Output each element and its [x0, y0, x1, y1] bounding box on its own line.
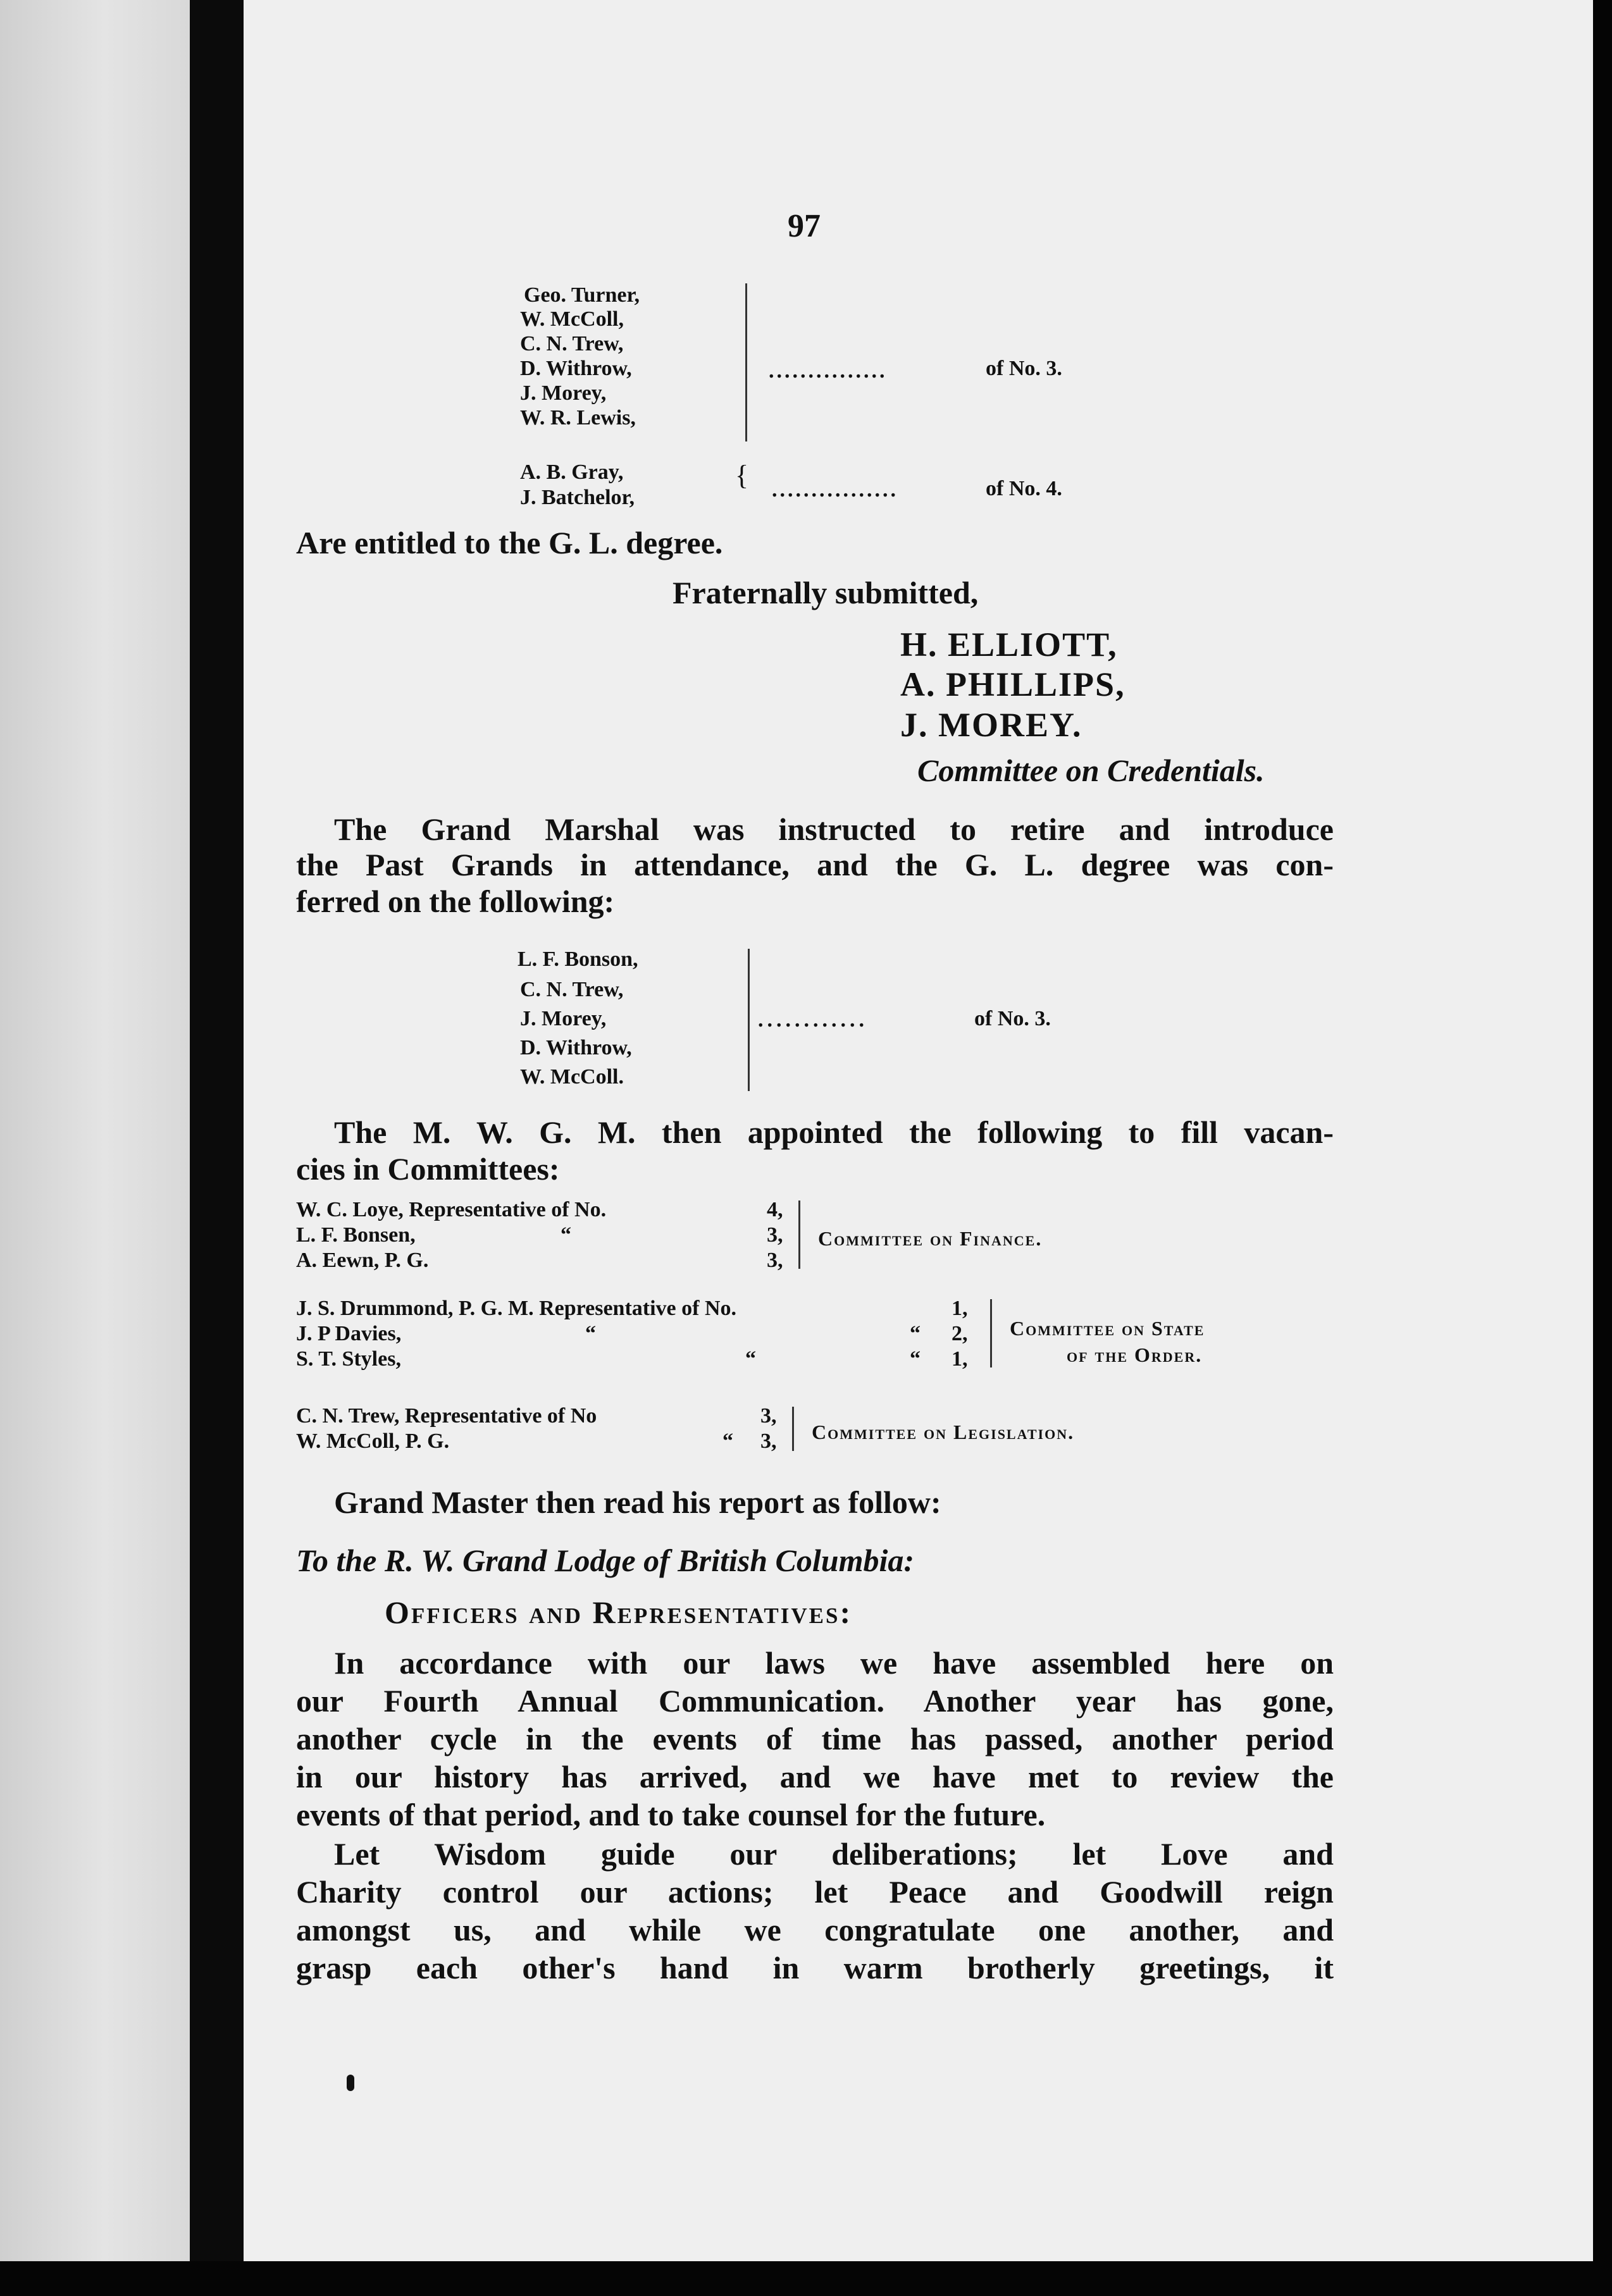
paragraph-line: our Fourth Annual Communication. Another year has gone,	[296, 1683, 1334, 1719]
member-name: W. McColl, P. G.	[296, 1429, 450, 1453]
list-item: W. R. Lewis,	[520, 406, 636, 429]
facing-page-edge	[0, 0, 190, 2296]
brace	[990, 1299, 992, 1367]
paragraph-line: in our history has arrived, and we have met to review the	[296, 1759, 1334, 1794]
dot-leader: ................	[772, 478, 898, 502]
lodge-number: 2,	[952, 1322, 968, 1345]
list-item: L. F. Bonson,	[518, 947, 638, 971]
list-item: D. Withrow,	[520, 1036, 632, 1059]
committee-name: Committee on State	[1010, 1317, 1205, 1340]
list-item: C. N. Trew,	[520, 978, 624, 1001]
lodge-number: 3,	[760, 1404, 777, 1428]
closing-text: Fraternally submitted,	[673, 575, 979, 610]
signatory-name: J. MOREY.	[900, 706, 1082, 744]
ditto-mark: “	[910, 1347, 921, 1371]
scan-border-right	[1593, 0, 1612, 2296]
list-item: J. Batchelor,	[520, 486, 635, 509]
brace	[798, 1200, 800, 1269]
lodge-number: 3,	[767, 1249, 783, 1272]
list-item: C. N. Trew,	[520, 332, 624, 355]
paragraph-line: Let Wisdom guide our deliberations; let Love and	[334, 1836, 1334, 1872]
ditto-mark: “	[585, 1322, 596, 1345]
member-name: C. N. Trew, Representative of No	[296, 1404, 597, 1428]
report-intro-line: Grand Master then read his report as follow:	[334, 1484, 941, 1520]
paragraph-line: events of that period, and to take counsel for the future.	[296, 1797, 1046, 1832]
member-name: J. P Davies,	[296, 1322, 402, 1345]
scan-border-bottom	[0, 2261, 1612, 2296]
lodge-label: of No. 3.	[986, 357, 1062, 380]
list-item: A. B. Gray,	[520, 460, 624, 484]
dot-leader: ...............	[769, 359, 888, 383]
paragraph-line: cies in Committees:	[296, 1151, 560, 1187]
dot-leader: ............	[758, 1008, 868, 1032]
lodge-label: of No. 4.	[986, 477, 1062, 500]
member-name: W. C. Loye, Representative of No.	[296, 1198, 607, 1221]
signatory-name: H. ELLIOTT,	[900, 626, 1118, 663]
brace	[792, 1407, 794, 1451]
entitled-line: Are entitled to the G. L. degree.	[296, 525, 723, 560]
paragraph-line: ferred on the following:	[296, 884, 615, 919]
lodge-number: 1,	[952, 1347, 968, 1371]
brace: {	[735, 460, 749, 491]
paragraph-line: another cycle in the events of time has passed, another period	[296, 1721, 1334, 1756]
member-name: J. S. Drummond, P. G. M. Representative of No.	[296, 1297, 737, 1320]
paragraph-line: amongst us, and while we congratulate one another, and	[296, 1912, 1334, 1947]
list-item: W. McColl,	[520, 307, 624, 331]
list-item: D. Withrow,	[520, 357, 632, 380]
lodge-number: 4,	[767, 1198, 783, 1221]
lodge-label: of No. 3.	[974, 1007, 1051, 1030]
paragraph-line: In accordance with our laws we have assembled here on	[334, 1645, 1334, 1681]
lodge-number: 3,	[760, 1429, 777, 1453]
page-number: 97	[788, 208, 821, 244]
paragraph-line: The Grand Marshal was instructed to retire and introduce	[334, 812, 1334, 847]
paragraph-line: grasp each other's hand in warm brotherly greetings, it	[296, 1950, 1334, 1985]
list-item: W. McColl.	[520, 1065, 624, 1089]
signatory-name: A. PHILLIPS,	[900, 665, 1125, 703]
ditto-mark: “	[722, 1429, 733, 1453]
ditto-mark: “	[561, 1223, 571, 1247]
committee-name: Committee on Finance.	[818, 1227, 1043, 1250]
list-item: J. Morey,	[520, 1007, 607, 1030]
lodge-number: 3,	[767, 1223, 783, 1247]
report-address: To the R. W. Grand Lodge of British Columbia:	[296, 1543, 915, 1578]
member-name: A. Eewn, P. G.	[296, 1249, 429, 1272]
committee-title: Committee on Credentials.	[917, 753, 1265, 788]
binding-gutter	[190, 0, 244, 2296]
ink-speck	[347, 2075, 354, 2091]
ditto-mark: “	[910, 1322, 921, 1345]
paragraph-line: Charity control our actions; let Peace and Goodwill reign	[296, 1874, 1334, 1910]
brace	[745, 283, 747, 441]
ditto-mark: “	[745, 1347, 756, 1371]
brace	[748, 949, 750, 1091]
paragraph-line: The M. W. G. M. then appointed the following to fill vacan-	[334, 1114, 1334, 1150]
list-item: J. Morey,	[520, 381, 607, 405]
member-name: S. T. Styles,	[296, 1347, 401, 1371]
lodge-number: 1,	[952, 1297, 968, 1320]
committee-name: of the Order.	[1067, 1343, 1203, 1366]
member-name: L. F. Bonsen,	[296, 1223, 416, 1247]
list-item: Geo. Turner,	[524, 283, 640, 307]
paragraph-line: the Past Grands in attendance, and the G. L. degree was con-	[296, 847, 1334, 882]
committee-name: Committee on Legislation.	[812, 1421, 1075, 1443]
report-salutation: Officers and Representatives:	[385, 1595, 853, 1630]
